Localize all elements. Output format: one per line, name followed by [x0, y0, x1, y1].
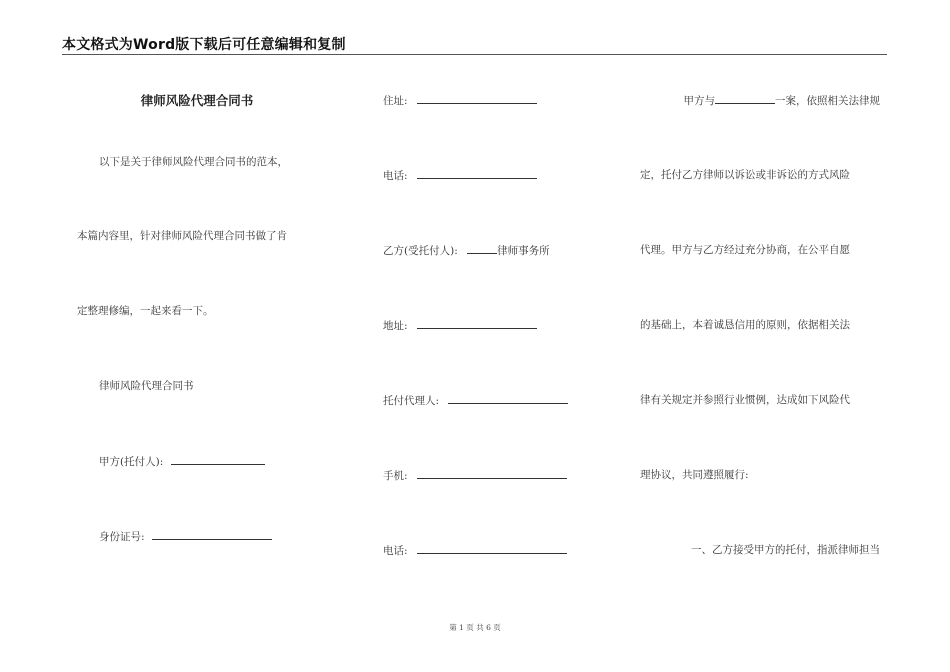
intro-line-2: 本篇内容里，针对律师风险代理合同书做了肯: [77, 230, 287, 242]
mobile-blank[interactable]: [417, 468, 567, 479]
agent-row: [383, 393, 583, 408]
id-number-label: 身份证号:: [99, 531, 145, 543]
contract-subtitle: 律师风险代理合同书: [99, 380, 194, 392]
address-1-row: [383, 93, 583, 108]
intro-line-3: 定整理修编，一起来看一下。: [77, 305, 214, 317]
mobile-row: [383, 468, 583, 483]
body-line-7: 一、乙方接受甲方的托付，指派律师担当: [691, 544, 880, 556]
body-line-1-suffix: 一案，依照相关法律规: [775, 95, 880, 107]
intro-line-1: 以下是关于律师风险代理合同书的范本，: [99, 156, 288, 168]
body-line-1: [640, 93, 880, 108]
phone-1-label: 电话:: [383, 170, 408, 182]
address-2-blank[interactable]: [417, 318, 537, 329]
document-title: 律师风险代理合同书: [140, 93, 254, 108]
party-a-blank[interactable]: [171, 454, 265, 465]
body-line-3: 代理。甲方与乙方经过充分协商，在公平自愿: [640, 244, 850, 256]
phone-2-blank[interactable]: [417, 543, 567, 554]
body-line-4: 的基础上，本着诚恳信用的原则，依据相关法: [640, 319, 850, 331]
party-b-label: 乙方(受托付人):: [383, 245, 458, 257]
page-number: 第 1 页 共 6 页: [449, 623, 501, 632]
body-line-5: 律有关规定并参照行业惯例，达成如下风险代: [640, 394, 850, 406]
party-a-label: 甲方(托付人):: [99, 456, 164, 468]
column-1: [77, 0, 317, 620]
party-b-blank[interactable]: [467, 243, 497, 254]
party-b-suffix: 律师事务所: [497, 245, 550, 257]
phone-2-label: 电话:: [383, 545, 408, 557]
address-2-label: 地址:: [383, 320, 408, 332]
phone-1-blank[interactable]: [417, 168, 537, 179]
body-line-6: 理协议，共同遵照履行:: [640, 469, 749, 481]
mobile-label: 手机:: [383, 470, 408, 482]
phone-2-row: [383, 543, 583, 558]
address-1-blank[interactable]: [417, 93, 537, 104]
header-text: 本文格式为Word版下载后可任意编辑和复制: [62, 37, 346, 53]
case-name-blank[interactable]: [715, 93, 775, 104]
address-1-label: 住址:: [383, 95, 408, 107]
id-number-row: [77, 529, 317, 544]
agent-label: 托付代理人:: [383, 395, 440, 407]
phone-1-row: [383, 168, 583, 183]
id-number-blank[interactable]: [152, 529, 272, 540]
agent-blank[interactable]: [448, 393, 568, 404]
address-2-row: [383, 318, 583, 333]
party-a-row: [77, 454, 317, 469]
column-3: [640, 0, 880, 620]
column-2: [383, 0, 583, 620]
body-line-1-prefix: 甲方与: [683, 95, 715, 107]
body-line-2: 定，托付乙方律师以诉讼或非诉讼的方式风险: [640, 169, 850, 181]
party-b-row: [383, 243, 583, 258]
